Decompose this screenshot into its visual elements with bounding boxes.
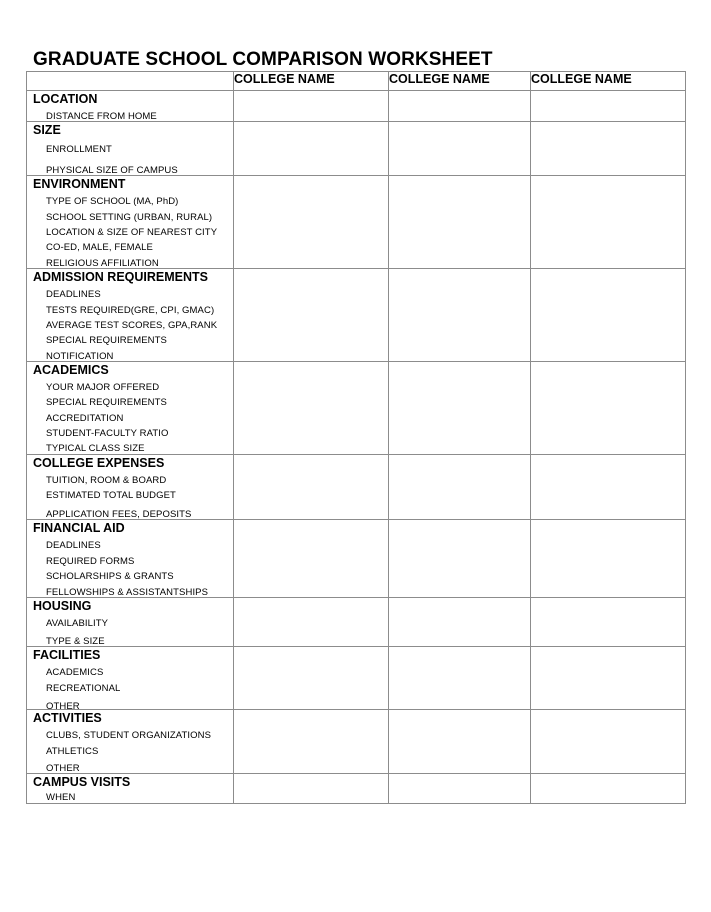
section-row-admission-requirements — [27, 269, 686, 362]
college-2-housing-cell[interactable] — [389, 598, 531, 647]
section-label-cell — [27, 774, 234, 804]
criteria-item: LOCATION & SIZE OF NEAREST CITY — [46, 227, 218, 238]
section-label-cell — [27, 122, 234, 176]
college-3-campus-visits-cell[interactable] — [531, 774, 686, 804]
college-1-size-cell[interactable] — [234, 122, 389, 176]
college-2-admission-cell[interactable] — [389, 269, 531, 362]
section-row-activities — [27, 710, 686, 774]
college-1-campus-visits-cell[interactable] — [234, 774, 389, 804]
section-row-facilities — [27, 647, 686, 710]
section-label-cell — [27, 269, 234, 362]
section-title-environment: ENVIRONMENT — [33, 177, 126, 191]
college-1-housing-cell[interactable] — [234, 598, 389, 647]
criteria-item: DISTANCE FROM HOME — [46, 111, 157, 122]
college-2-environment-cell[interactable] — [389, 176, 531, 269]
criteria-item: ACCREDITATION — [46, 413, 124, 424]
criteria-item: RECREATIONAL — [46, 683, 121, 694]
college-3-academics-cell[interactable] — [531, 362, 686, 455]
criteria-item: DEADLINES — [46, 289, 101, 300]
criteria-item: ATHLETICS — [46, 746, 99, 757]
criteria-item: REQUIRED FORMS — [46, 556, 135, 567]
criteria-item: TESTS REQUIRED(GRE, CPI, GMAC) — [46, 305, 215, 316]
header-corner-cell — [27, 72, 234, 91]
section-row-location — [27, 91, 686, 122]
section-label-cell — [27, 91, 234, 122]
section-label-cell — [27, 455, 234, 520]
criteria-item: OTHER — [46, 701, 80, 712]
section-title-activities: ACTIVITIES — [33, 711, 102, 725]
college-2-academics-cell[interactable] — [389, 362, 531, 455]
criteria-item: WHEN — [46, 792, 76, 803]
criteria-item: CLUBS, STUDENT ORGANIZATIONS — [46, 730, 212, 741]
college-name-header-2: COLLEGE NAME — [389, 72, 531, 91]
college-2-facilities-cell[interactable] — [389, 647, 531, 710]
section-row-academics — [27, 362, 686, 455]
criteria-item: AVERAGE TEST SCORES, GPA,RANK — [46, 320, 218, 331]
criteria-item: FELLOWSHIPS & ASSISTANTSHIPS — [46, 587, 209, 598]
comparison-table — [26, 71, 686, 804]
college-2-location-cell[interactable] — [389, 91, 531, 122]
section-label-cell — [27, 710, 234, 774]
college-2-campus-visits-cell[interactable] — [389, 774, 531, 804]
section-label-cell — [27, 520, 234, 598]
criteria-item: STUDENT-FACULTY RATIO — [46, 428, 169, 439]
section-title-housing: HOUSING — [33, 599, 92, 613]
college-3-housing-cell[interactable] — [531, 598, 686, 647]
college-1-activities-cell[interactable] — [234, 710, 389, 774]
criteria-item: RELIGIOUS AFFILIATION — [46, 258, 159, 269]
section-label-cell — [27, 598, 234, 647]
section-title-campus-visits: CAMPUS VISITS — [33, 775, 131, 789]
college-3-expenses-cell[interactable] — [531, 455, 686, 520]
college-1-location-cell[interactable] — [234, 91, 389, 122]
college-name-header-1: COLLEGE NAME — [234, 72, 389, 91]
college-1-academics-cell[interactable] — [234, 362, 389, 455]
college-1-expenses-cell[interactable] — [234, 455, 389, 520]
criteria-item: AVAILABILITY — [46, 618, 109, 629]
section-title-college-expenses: COLLEGE EXPENSES — [33, 456, 165, 470]
criteria-item: SCHOLARSHIPS & GRANTS — [46, 571, 174, 582]
criteria-item: TYPICAL CLASS SIZE — [46, 443, 145, 454]
criteria-item: APPLICATION FEES, DEPOSITS — [46, 509, 192, 520]
section-title-facilities: FACILITIES — [33, 648, 101, 662]
criteria-item: PHYSICAL SIZE OF CAMPUS — [46, 165, 178, 176]
college-1-environment-cell[interactable] — [234, 176, 389, 269]
college-1-admission-cell[interactable] — [234, 269, 389, 362]
section-title-academics: ACADEMICS — [33, 363, 109, 377]
criteria-item: SPECIAL REQUIREMENTS — [46, 335, 167, 346]
criteria-item: TYPE & SIZE — [46, 636, 105, 647]
criteria-item: YOUR MAJOR OFFERED — [46, 382, 160, 393]
section-title-location: LOCATION — [33, 92, 98, 106]
college-name-header-3: COLLEGE NAME — [531, 72, 686, 91]
college-3-location-cell[interactable] — [531, 91, 686, 122]
section-title-size: SIZE — [33, 123, 61, 137]
criteria-item: OTHER — [46, 763, 80, 774]
college-3-activities-cell[interactable] — [531, 710, 686, 774]
criteria-item: TYPE OF SCHOOL (MA, PhD) — [46, 196, 179, 207]
criteria-item: SCHOOL SETTING (URBAN, RURAL) — [46, 212, 213, 223]
college-1-facilities-cell[interactable] — [234, 647, 389, 710]
college-2-expenses-cell[interactable] — [389, 455, 531, 520]
criteria-item: ACADEMICS — [46, 667, 104, 678]
section-row-size — [27, 122, 686, 176]
criteria-item: DEADLINES — [46, 540, 101, 551]
section-row-financial-aid — [27, 520, 686, 598]
criteria-item: ENROLLMENT — [46, 144, 112, 155]
section-label-cell — [27, 647, 234, 710]
criteria-item: ESTIMATED TOTAL BUDGET — [46, 490, 176, 501]
criteria-item: CO-ED, MALE, FEMALE — [46, 242, 153, 253]
college-2-financial-aid-cell[interactable] — [389, 520, 531, 598]
section-row-environment — [27, 176, 686, 269]
college-3-size-cell[interactable] — [531, 122, 686, 176]
criteria-item: TUITION, ROOM & BOARD — [46, 475, 167, 486]
college-2-size-cell[interactable] — [389, 122, 531, 176]
section-label-cell — [27, 176, 234, 269]
criteria-item: SPECIAL REQUIREMENTS — [46, 397, 167, 408]
college-3-environment-cell[interactable] — [531, 176, 686, 269]
section-title-financial-aid: FINANCIAL AID — [33, 521, 125, 535]
college-2-activities-cell[interactable] — [389, 710, 531, 774]
college-3-facilities-cell[interactable] — [531, 647, 686, 710]
section-label-cell — [27, 362, 234, 455]
section-title-admission-requirements: ADMISSION REQUIREMENTS — [33, 270, 209, 284]
section-row-housing — [27, 598, 686, 647]
header-row — [27, 72, 686, 91]
college-3-admission-cell[interactable] — [531, 269, 686, 362]
criteria-item: NOTIFICATION — [46, 351, 114, 362]
page-title: GRADUATE SCHOOL COMPARISON WORKSHEET — [33, 49, 493, 70]
college-3-financial-aid-cell[interactable] — [531, 520, 686, 598]
section-row-college-expenses — [27, 455, 686, 520]
section-row-campus-visits — [27, 774, 686, 804]
college-1-financial-aid-cell[interactable] — [234, 520, 389, 598]
